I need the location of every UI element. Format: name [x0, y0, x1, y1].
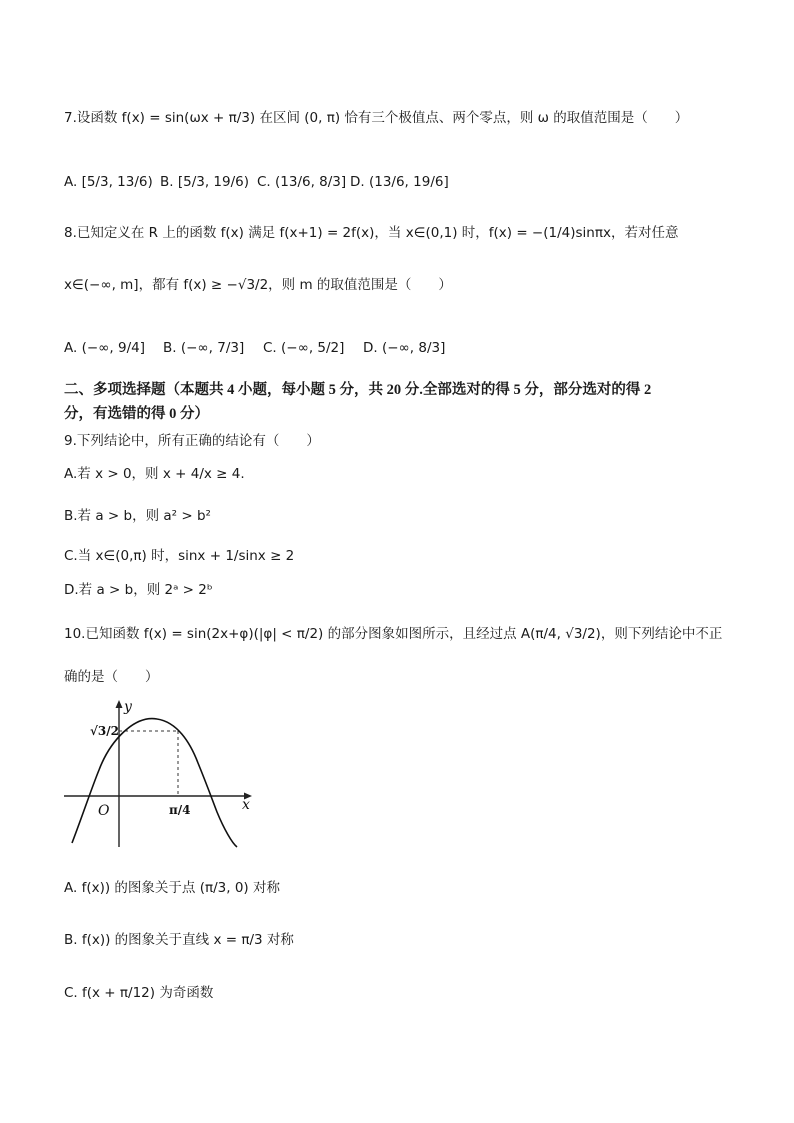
q8-option-b: B. (−∞, 7/3] [163, 340, 245, 356]
q9-option-d: D.若 a > b，则 2ᵃ > 2ᵇ [64, 582, 213, 598]
q7-stem: 7.设函数 f(x) = sin(ωx + π/3) 在区间 (0, π) 恰有三个极值点、两个零点，则 ω 的取值范围是（ ） [64, 110, 689, 126]
y-axis-arrow [116, 700, 123, 708]
q10-option-b: B. f(x)) 的图象关于直线 x = π/3 对称 [64, 932, 294, 948]
section2-heading-line1: 二、多项选择题（本题共 4 小题，每小题 5 分，共 20 分.全部选对的得 5 分，部分选对的得 2 [64, 382, 652, 398]
q8-option-d: D. (−∞, 8/3] [363, 340, 446, 356]
q9-option-c: C.当 x∈(0,π) 时，sinx + 1/sinx ≥ 2 [64, 548, 295, 564]
q7-option-a: A. [5/3, 13/6) [64, 174, 153, 190]
q10-graph [62, 697, 262, 852]
x-axis-label: x [242, 797, 250, 813]
q8-stem-line2: x∈(−∞, m]，都有 f(x) ≥ −√3/2，则 m 的取值范围是（ ） [64, 277, 452, 293]
q9-option-b: B.若 a > b，则 a² > b² [64, 508, 211, 524]
q8-stem-line1: 8.已知定义在 R 上的函数 f(x) 满足 f(x+1) = 2f(x)，当 x∈(0,1) 时，f(x) = −(1/4)sinπx，若对任意 [64, 225, 679, 241]
x-tick-label: π/4 [169, 803, 191, 817]
q10-stem-line1: 10.已知函数 f(x) = sin(2x+φ)(|φ| < π/2) 的部分图象如图所示，且经过点 A(π/4, √3/2)，则下列结论中不正 [64, 626, 723, 642]
q10-option-c: C. f(x + π/12) 为奇函数 [64, 985, 214, 1001]
q9-option-a: A.若 x > 0，则 x + 4/x ≥ 4. [64, 466, 245, 482]
q8-option-a: A. (−∞, 9/4] [64, 340, 145, 356]
q8-option-c: C. (−∞, 5/2] [263, 340, 345, 356]
q10-figure [62, 697, 262, 856]
origin-label: O [98, 803, 110, 819]
section2-heading-line2: 分，有选错的得 0 分） [64, 406, 209, 422]
q7-option-b: B. [5/3, 19/6) [160, 174, 250, 190]
q10-option-a: A. f(x)) 的图象关于点 (π/3, 0) 对称 [64, 880, 280, 896]
y-tick-label: √3/2 [90, 724, 119, 738]
q10-stem-line2: 确的是（ ） [64, 669, 159, 685]
y-axis-label: y [124, 699, 132, 715]
q7-option-c: C. (13/6, 8/3] [257, 174, 347, 190]
q9-stem: 9.下列结论中，所有正确的结论有（ ） [64, 433, 320, 449]
q7-option-d: D. (13/6, 19/6] [350, 174, 449, 190]
